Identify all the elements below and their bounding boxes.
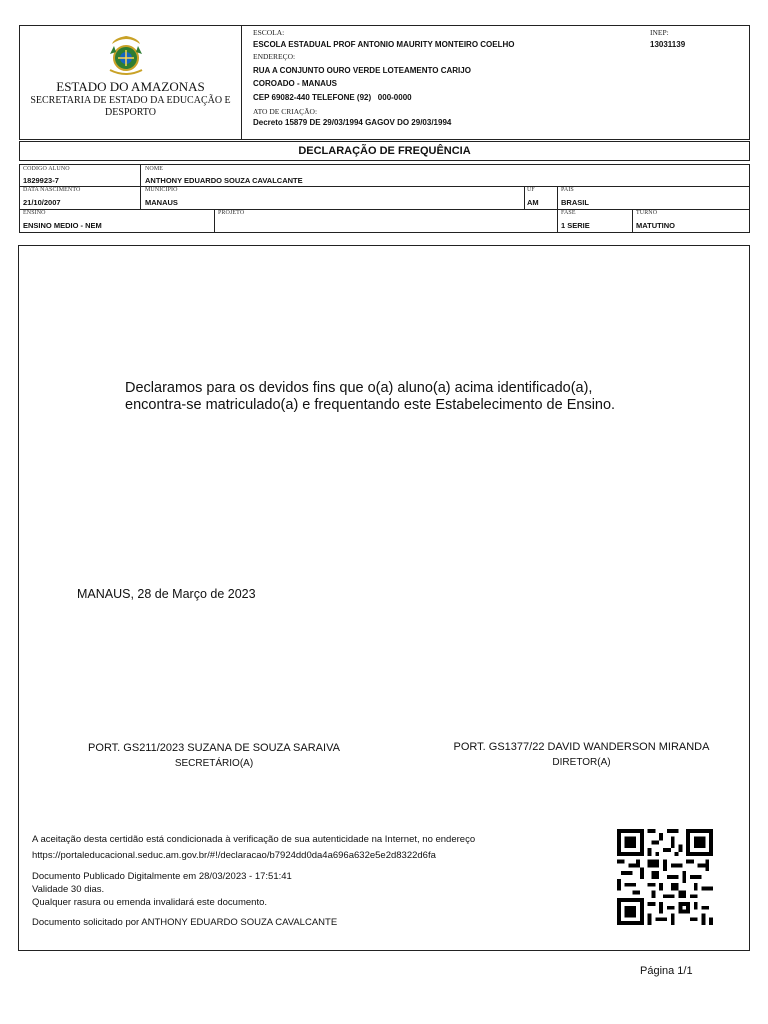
endereco-label: ENDEREÇO:: [253, 52, 296, 61]
codigo-label: CODIGO ALUNO: [23, 166, 70, 172]
left-signature-name: PORT. GS211/2023 SUZANA DE SOUZA SARAIVA: [88, 742, 340, 754]
declaration-text: Declaramos para os devidos fins que o(a) aluno(a) acima identificado(a), encontra-se matriculado(a) e frequentando este Estabelecimento de Ensino.: [125, 380, 616, 413]
page-number: Página 1/1: [640, 965, 693, 977]
coat-of-arms-icon: [108, 34, 144, 76]
projeto-label: PROJETO: [218, 210, 245, 216]
right-signature-role: DIRETOR(A): [552, 757, 611, 768]
requested-by-text: Documento solicitado por ANTHONY EDUARDO SOUZA CAVALCANTE: [32, 917, 338, 928]
document-title: DECLARAÇÃO DE FREQUÊNCIA: [298, 145, 471, 157]
ato-label: ATO DE CRIAÇÃO:: [253, 107, 318, 116]
endereco-line2: COROADO - MANAUS: [253, 79, 337, 88]
codigo-value: 1829923-7: [23, 176, 59, 185]
inep-label: INEP:: [650, 28, 669, 37]
erasure-text: Qualquer rasura ou emenda invalidará este documento.: [32, 897, 268, 908]
verification-url[interactable]: https://portaleducacional.seduc.am.gov.br/#!/declaracao/b7924dd0da4a696a632e5e2d8322d6fa: [32, 850, 436, 861]
uf-value: AM: [527, 198, 539, 207]
turno-label: TURNO: [636, 210, 658, 216]
endereco-line1: RUA A CONJUNTO OURO VERDE LOTEAMENTO CARIJO: [253, 66, 471, 75]
escola-label: ESCOLA:: [253, 28, 285, 37]
validity-text: Validade 30 dias.: [32, 884, 105, 895]
ato-value: Decreto 15879 DE 29/03/1994 GAGOV DO 29/03/1994: [253, 118, 452, 127]
fase-value: 1 SERIE: [561, 221, 590, 230]
state-name: ESTADO DO AMAZONAS: [56, 79, 205, 94]
nome-value: ANTHONY EDUARDO SOUZA CAVALCANTE: [145, 176, 303, 185]
escola-value: ESCOLA ESTADUAL PROF ANTONIO MAURITY MONTEIRO COELHO: [253, 40, 515, 49]
declaration-body: [18, 245, 750, 951]
student-info-grid: [19, 164, 750, 233]
place-date: MANAUS, 28 de Março de 2023: [77, 587, 256, 601]
ensino-label: ENSINO: [23, 210, 46, 216]
published-text: Documento Publicado Digitalmente em 28/03/2023 - 17:51:41: [32, 871, 292, 882]
nome-label: NOME: [145, 166, 164, 172]
municipio-label: MUNICIPIO: [145, 187, 178, 193]
ensino-value: ENSINO MEDIO - NEM: [23, 221, 102, 230]
title-box: [19, 141, 750, 161]
pais-label: PAIS: [561, 187, 574, 193]
cep-line: CEP 69082-440 TELEFONE (92) 000-0000: [253, 93, 412, 102]
pais-value: BRASIL: [561, 198, 589, 207]
acceptance-text: A aceitação desta certidão está condicionada à verificação de sua autenticidade na Internet, no endereço: [32, 834, 476, 845]
left-signature-role: SECRETÁRIO(A): [174, 758, 254, 769]
secretaria-name: SECRETARIA DE ESTADO DA EDUCAÇÃO E DESPORTO: [30, 95, 231, 118]
inep-value: 13031139: [650, 40, 686, 49]
turno-value: MATUTINO: [636, 221, 676, 230]
header-box: [19, 25, 750, 140]
fase-label: FASE: [561, 210, 576, 216]
uf-label: UF: [527, 187, 535, 193]
qr-code-icon[interactable]: [616, 829, 714, 925]
nasc-value: 21/10/2007: [23, 198, 61, 207]
municipio-value: MANAUS: [145, 198, 178, 207]
right-signature-name: PORT. GS1377/22 DAVID WANDERSON MIRANDA: [453, 741, 710, 753]
nasc-label: DATA NASCIMENTO: [23, 187, 81, 193]
